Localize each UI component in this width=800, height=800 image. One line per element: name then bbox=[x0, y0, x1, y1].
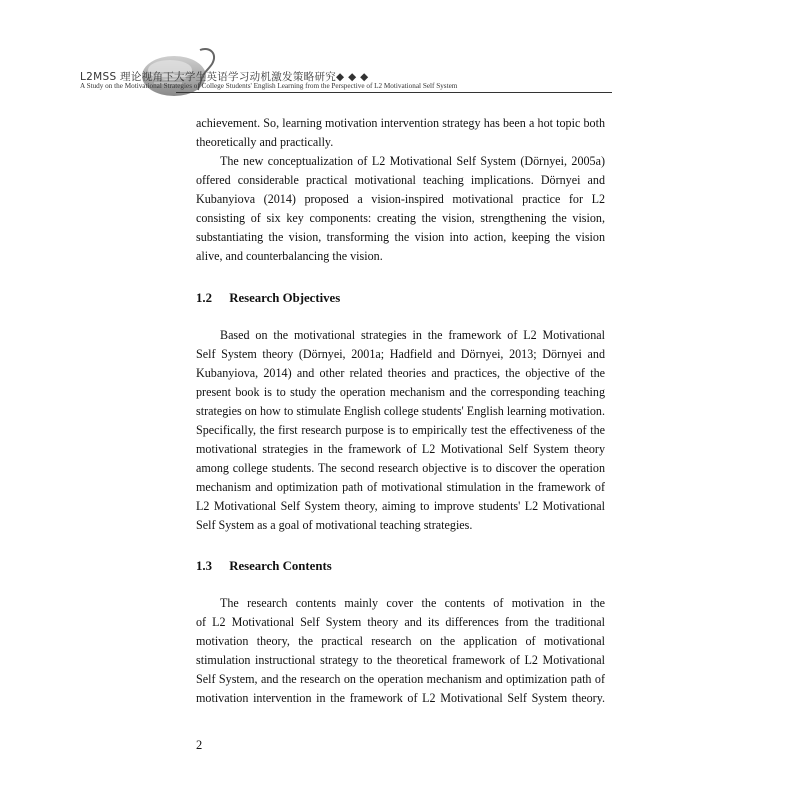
text-line: Specifically, the first research purpose is to empirically test the effectiveness of the bbox=[196, 423, 605, 437]
text-line: Self System, and the research on the operation mechanism and optimization path of bbox=[196, 672, 605, 686]
text-line: stimulation instructional strategy to the theoretical framework of L2 Motivational bbox=[196, 653, 605, 667]
intro-paragraph-2 bbox=[196, 152, 605, 266]
contents-paragraph bbox=[196, 594, 605, 708]
intro-paragraph-continued bbox=[196, 114, 605, 152]
text-line: Kubanyiova (2014) proposed a vision-inspired motivational practice for L2 bbox=[196, 192, 605, 206]
text-line: Self System theory (Dörnyei, 2001a; Hadfield and Dörnyei, 2013; Dörnyei and bbox=[196, 347, 605, 361]
header-title-english: A Study on the Motivational Strategies of College Students' English Learning from the Perspective of L2 Motivational Self System bbox=[80, 82, 458, 90]
text-line: consisting of six key components: creating the vision, strengthening the vision, bbox=[196, 211, 605, 225]
header-rule bbox=[176, 92, 612, 93]
text-line: motivational strategies in the framework of L2 Motivational Self System theory bbox=[196, 442, 605, 456]
objectives-paragraph bbox=[196, 326, 605, 535]
header-title-chinese: L2MSS 理论视角下大学生英语学习动机激发策略研究◆ ◆ ◆ bbox=[80, 71, 369, 83]
text-line: mechanism and optimization path of motivational stimulation in the framework of bbox=[196, 480, 605, 494]
text-line: strategies on how to stimulate English college students' English learning motivation. bbox=[196, 404, 605, 418]
text-line: offered considerable practical motivational teaching implications. Dörnyei and bbox=[196, 173, 605, 187]
section-heading-1-3 bbox=[196, 557, 605, 576]
section-number: 1.2 bbox=[196, 291, 212, 305]
section-title: Research Objectives bbox=[229, 291, 341, 305]
text-line: motivation theory, the practical research on the application of motivational bbox=[196, 634, 605, 648]
text-line: Based on the motivational strategies in the framework of L2 Motivational bbox=[220, 328, 605, 342]
page-body bbox=[196, 114, 605, 708]
section-heading-1-2 bbox=[196, 289, 605, 308]
text-line: alive, and counterbalancing the vision. bbox=[196, 249, 383, 263]
section-number: 1.3 bbox=[196, 559, 212, 573]
text-line: present book is to study the operation mechanism and the corresponding teaching bbox=[196, 385, 605, 399]
text-line: L2 Motivational Self System theory, aiming to improve students' L2 Motivational bbox=[196, 499, 605, 513]
page-number: 2 bbox=[196, 738, 203, 752]
text-line: The new conceptualization of L2 Motivational Self System (Dörnyei, 2005a) bbox=[220, 154, 605, 168]
text-line: theoretically and practically. bbox=[196, 135, 334, 149]
section-title: Research Contents bbox=[229, 559, 332, 573]
text-line: substantiating the vision, transforming the vision into action, keeping the vision bbox=[196, 230, 605, 244]
text-line: motivation intervention in the framework of L2 Motivational Self System theory. bbox=[196, 691, 605, 705]
text-line: Self System as a goal of motivational teaching strategies. bbox=[196, 518, 473, 532]
text-line: among college students. The second research objective is to discover the operation bbox=[196, 461, 605, 475]
text-line: The research contents mainly cover the contents of motivation in the bbox=[220, 596, 605, 610]
text-line: Kubanyiova, 2014) and other related theories and practices, the objective of the bbox=[196, 366, 605, 380]
text-line: achievement. So, learning motivation intervention strategy has been a hot topic both bbox=[196, 116, 605, 130]
text-line: of L2 Motivational Self System theory and its differences from the traditional bbox=[196, 615, 605, 629]
